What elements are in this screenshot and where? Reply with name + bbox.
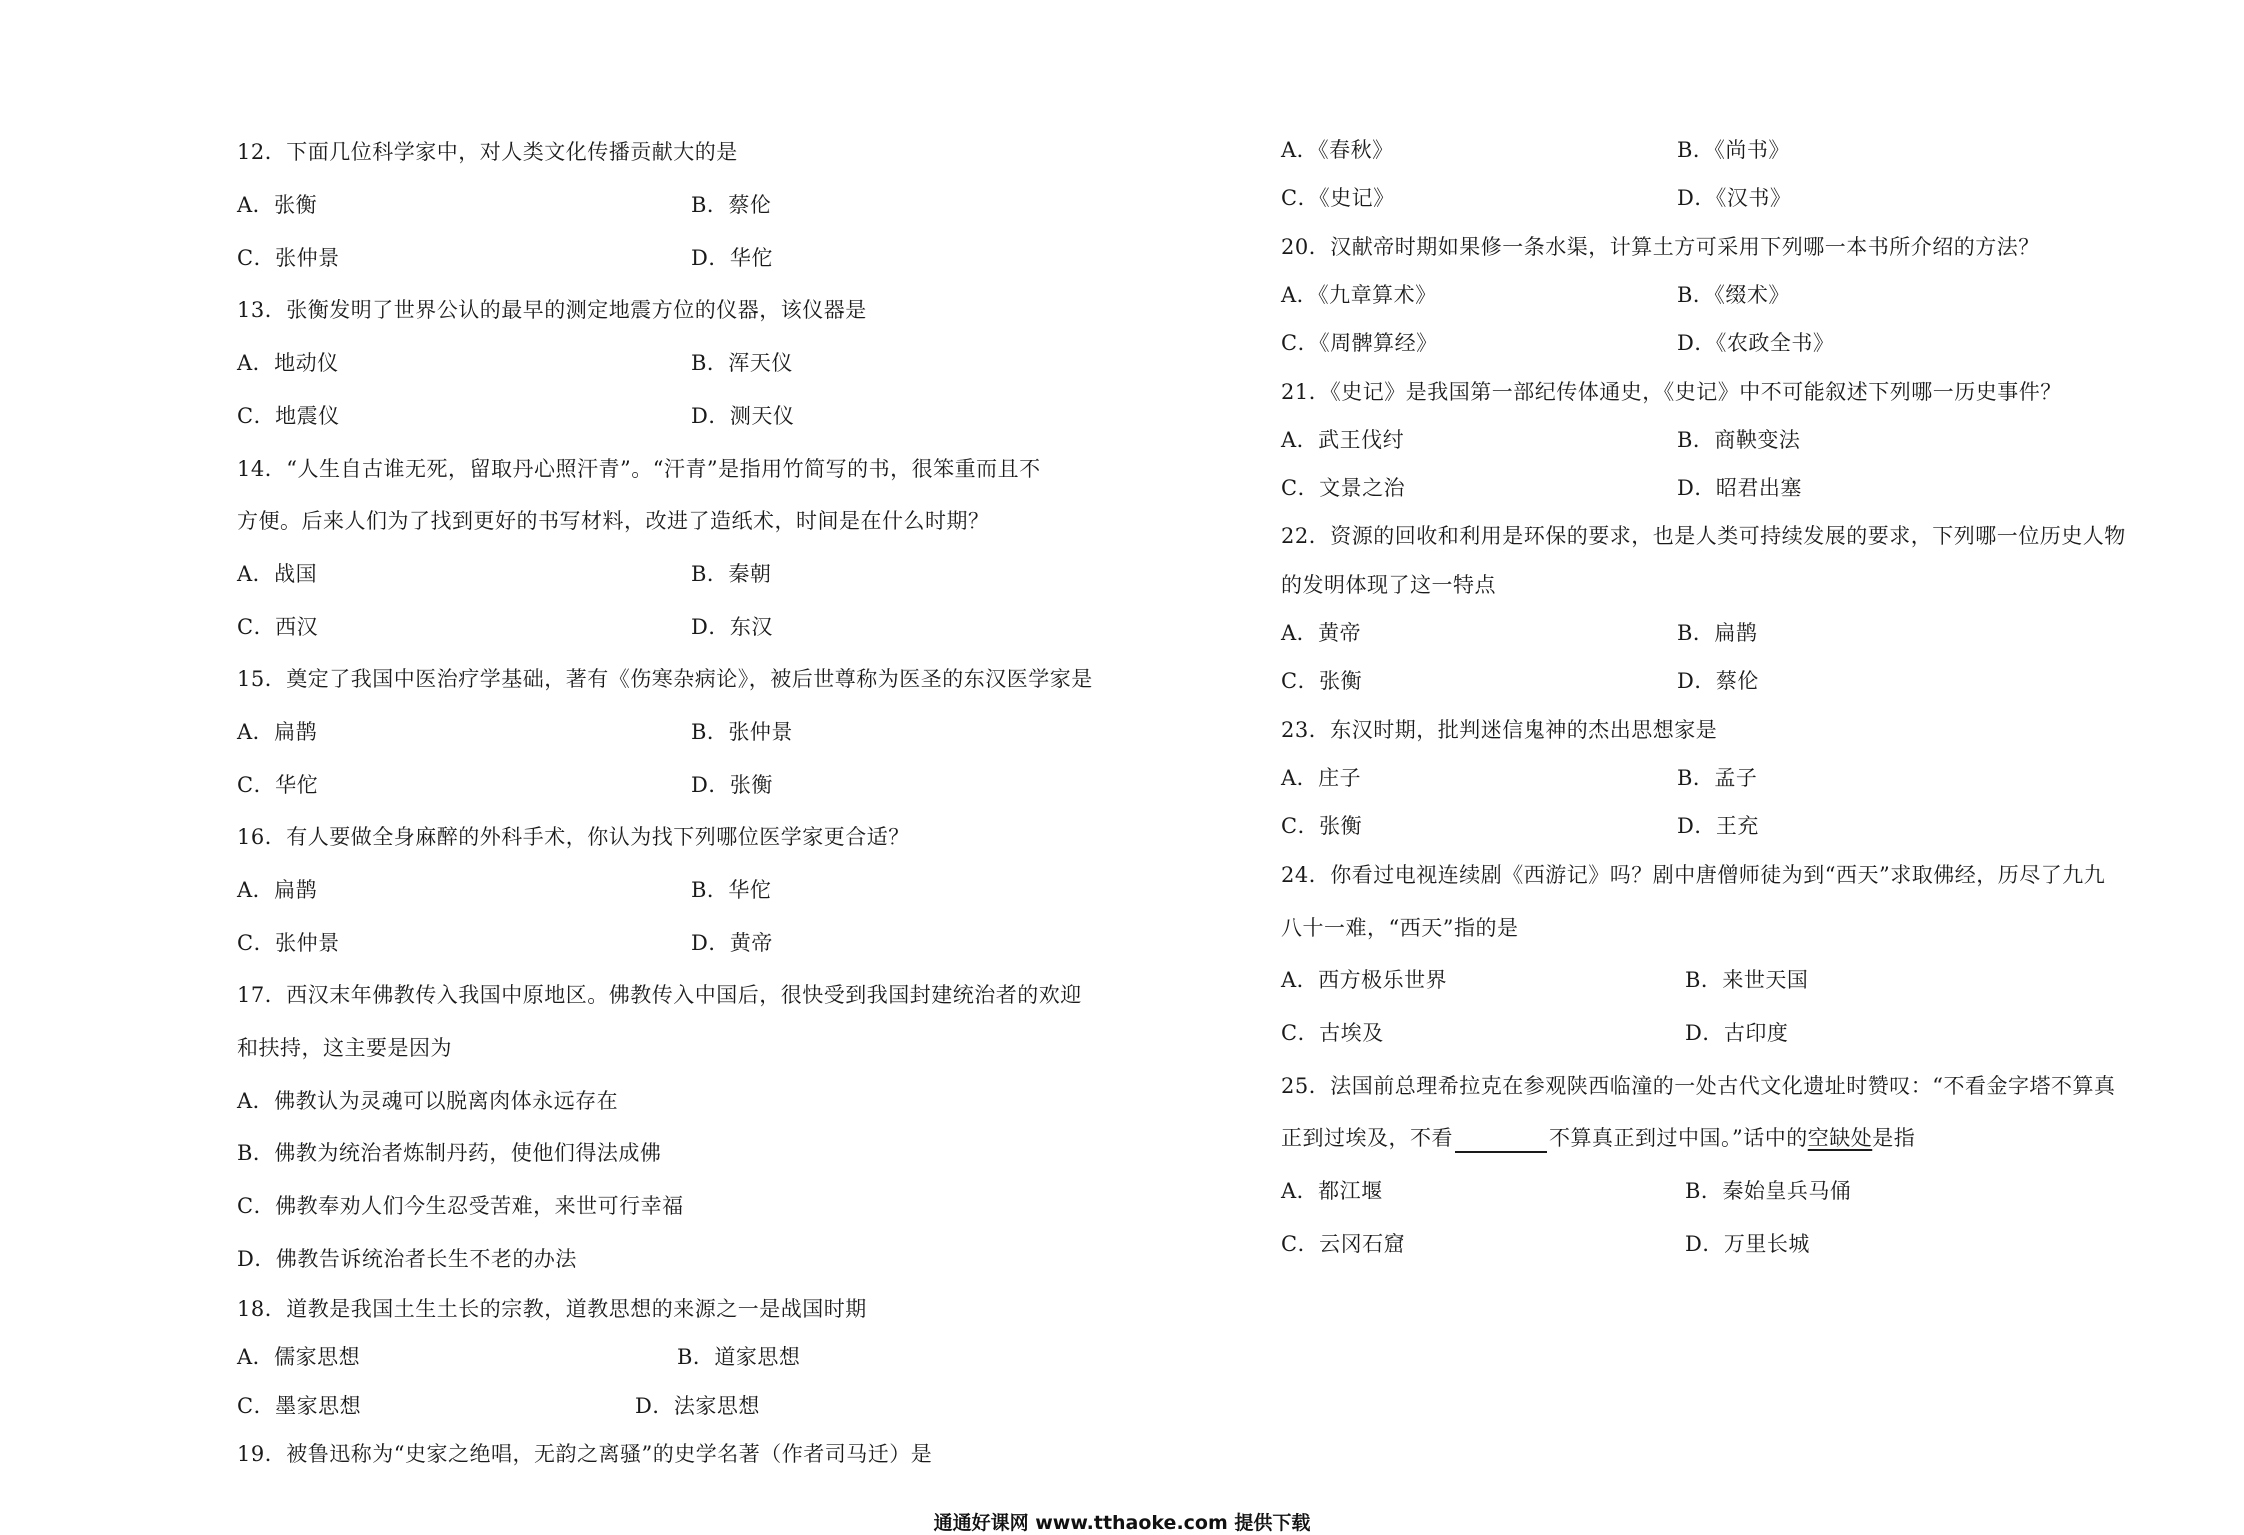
q19-option-a: A．《春秋》 [1281, 138, 1394, 162]
q15-option-d: D．张衡 [691, 773, 773, 797]
q14-stem-line2: 方便。后来人们为了找到更好的书写材料，改进了造纸术，时间是在什么时期？ [237, 509, 990, 533]
q17-option-b: B．佛教为统治者炼制丹药，使他们得法成佛 [237, 1141, 662, 1165]
q17-stem-line2: 和扶持，这主要是因为 [237, 1036, 452, 1060]
q23-option-d: D．王充 [1677, 814, 1759, 838]
q20-option-d: D．《农政全书》 [1677, 331, 1835, 355]
q22-stem-line1: 22．资源的回收和利用是环保的要求，也是人类可持续发展的要求，下列哪一位历史人物 [1281, 524, 2126, 548]
q24-option-c: C．古埃及 [1281, 1021, 1384, 1045]
q14-option-c: C．西汉 [237, 615, 319, 639]
q21-option-b: B．商鞅变法 [1677, 428, 1801, 452]
q18-option-c: C．墨家思想 [237, 1394, 362, 1418]
q20-option-a: A．《九章算术》 [1281, 283, 1437, 307]
q16-stem: 16．有人要做全身麻醉的外科手术，你认为找下列哪位医学家更合适？ [237, 825, 910, 849]
q22-stem-line2: 的发明体现了这一特点 [1281, 573, 1496, 597]
q18-stem: 18．道教是我国土生土长的宗教，道教思想的来源之一是战国时期 [237, 1297, 867, 1321]
q19-option-d: D．《汉书》 [1677, 186, 1792, 210]
q14-option-a: A．战国 [237, 562, 318, 586]
q18-option-d: D．法家思想 [635, 1394, 760, 1418]
q25-stem-mid: 不算真正到过中国。”话中的 [1549, 1126, 1808, 1150]
q15-option-b: B．张仲景 [691, 720, 793, 744]
q14-option-b: B．秦朝 [691, 562, 772, 586]
q22-option-a: A．黄帝 [1281, 621, 1362, 645]
q19-option-c: C．《史记》 [1281, 186, 1395, 210]
q25-stem-underlined: 空缺处 [1807, 1126, 1873, 1150]
q15-stem: 15．奠定了我国中医治疗学基础，著有《伤寒杂病论》，被后世尊称为医圣的东汉医学家是 [237, 667, 1093, 691]
q13-option-d: D．测天仪 [691, 404, 795, 428]
q24-option-d: D．古印度 [1685, 1021, 1789, 1045]
q16-option-b: B．华佗 [691, 878, 772, 902]
q17-option-a: A．佛教认为灵魂可以脱离肉体永远存在 [237, 1089, 619, 1113]
q25-stem-line2 [1281, 1123, 1915, 1153]
q21-stem: 21．《史记》是我国第一部纪传体通史，《史记》中不可能叙述下列哪一历史事件？ [1281, 380, 2062, 404]
q23-option-b: B．孟子 [1677, 766, 1758, 790]
q25-option-d: D．万里长城 [1685, 1232, 1810, 1256]
q20-option-b: B．《缀术》 [1677, 283, 1790, 307]
q25-stem-pre: 正到过埃及，不看 [1281, 1126, 1453, 1150]
q22-option-d: D．蔡伦 [1677, 669, 1759, 693]
q17-option-d: D．佛教告诉统治者长生不老的办法 [237, 1247, 577, 1271]
q19-stem: 19．被鲁迅称为“史家之绝唱，无韵之离骚”的史学名著（作者司马迁）是 [237, 1442, 933, 1466]
q20-option-c: C．《周髀算经》 [1281, 331, 1438, 355]
q23-option-a: A．庄子 [1281, 766, 1362, 790]
q12-option-d: D．华佗 [691, 246, 773, 270]
q22-option-b: B．扁鹊 [1677, 621, 1758, 645]
q14-stem-line1: 14．“人生自古谁无死，留取丹心照汗青”。“汗青”是指用竹简写的书，很笨重而且不 [237, 457, 1041, 481]
q18-option-b: B．道家思想 [677, 1345, 801, 1369]
q17-stem-line1: 17．西汉末年佛教传入我国中原地区。佛教传入中国后，很快受到我国封建统治者的欢迎 [237, 983, 1082, 1007]
q25-option-c: C．云冈石窟 [1281, 1232, 1406, 1256]
q25-option-a: A．都江堰 [1281, 1179, 1383, 1203]
q21-option-d: D．昭君出塞 [1677, 476, 1802, 500]
q24-stem-line2: 八十一难，“西天”指的是 [1281, 916, 1519, 940]
q20-stem: 20．汉献帝时期如果修一条水渠，计算土方可采用下列哪一本书所介绍的方法？ [1281, 235, 2040, 259]
q25-stem-line1: 25．法国前总理希拉克在参观陕西临潼的一处古代文化遗址时赞叹：“不看金字塔不算真 [1281, 1074, 2116, 1098]
q15-option-c: C．华佗 [237, 773, 319, 797]
q24-option-b: B．来世天国 [1685, 968, 1809, 992]
q13-option-b: B．浑天仪 [691, 351, 793, 375]
q25-option-b: B．秦始皇兵马俑 [1685, 1179, 1852, 1203]
q24-option-a: A．西方极乐世界 [1281, 968, 1448, 992]
q17-option-c: C．佛教奉劝人们今生忍受苦难，来世可行幸福 [237, 1194, 684, 1218]
answer-blank[interactable] [1455, 1129, 1547, 1153]
q19-option-b: B．《尚书》 [1677, 138, 1790, 162]
q12-option-b: B．蔡伦 [691, 193, 772, 217]
q12-option-a: A．张衡 [237, 193, 318, 217]
q15-option-a: A．扁鹊 [237, 720, 318, 744]
q14-option-d: D．东汉 [691, 615, 773, 639]
q25-stem-post: 是指 [1872, 1126, 1916, 1150]
q23-option-c: C．张衡 [1281, 814, 1363, 838]
footer-watermark: 通通好课网 www.tthaoke.com 提供下载 [933, 1512, 1311, 1534]
q16-option-a: A．扁鹊 [237, 878, 318, 902]
q21-option-a: A．武王伐纣 [1281, 428, 1405, 452]
q18-option-a: A．儒家思想 [237, 1345, 361, 1369]
q16-option-d: D．黄帝 [691, 931, 773, 955]
q21-option-c: C．文景之治 [1281, 476, 1406, 500]
q24-stem-line1: 24．你看过电视连续剧《西游记》吗？剧中唐僧师徒为到“西天”求取佛经，历尽了九九 [1281, 863, 2106, 887]
q16-option-c: C．张仲景 [237, 931, 340, 955]
q13-stem: 13．张衡发明了世界公认的最早的测定地震方位的仪器，该仪器是 [237, 298, 867, 322]
q23-stem: 23．东汉时期，批判迷信鬼神的杰出思想家是 [1281, 718, 1718, 742]
q22-option-c: C．张衡 [1281, 669, 1363, 693]
q12-stem: 12．下面几位科学家中，对人类文化传播贡献大的是 [237, 140, 738, 164]
q13-option-a: A．地动仪 [237, 351, 339, 375]
q13-option-c: C．地震仪 [237, 404, 340, 428]
q12-option-c: C．张仲景 [237, 246, 340, 270]
